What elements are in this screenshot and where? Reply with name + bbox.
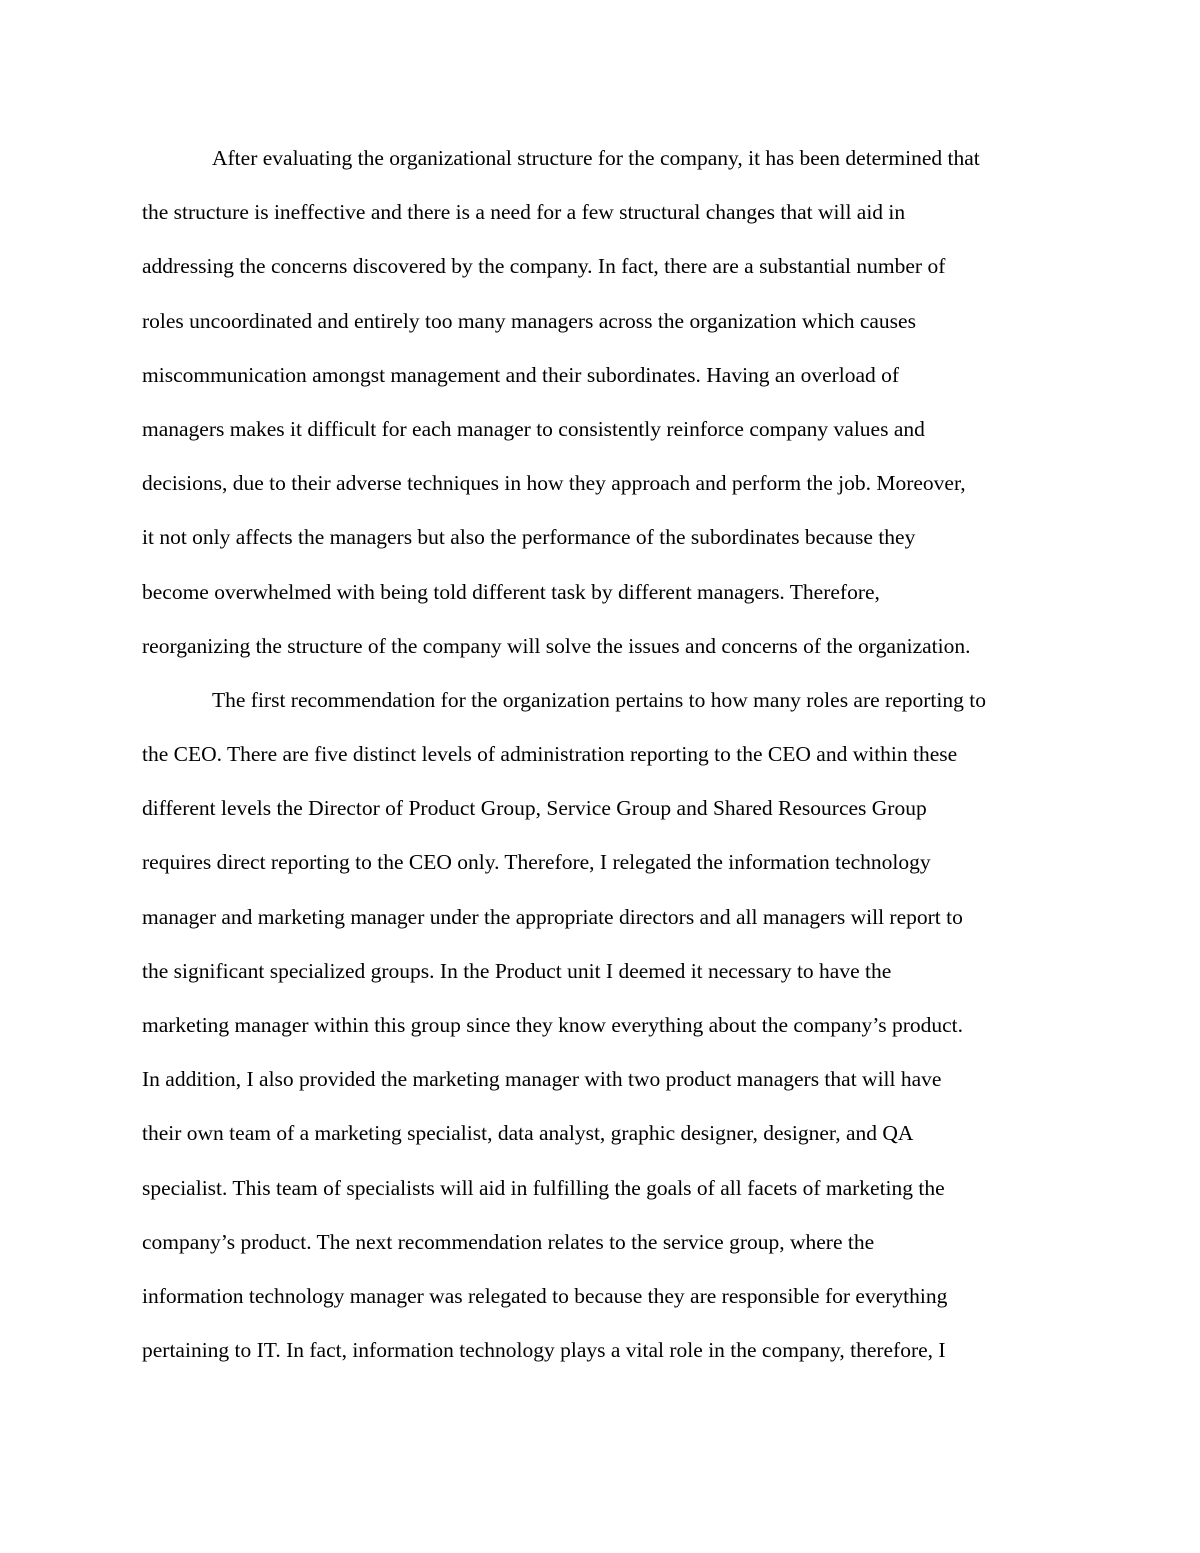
paragraph-line: roles uncoordinated and entirely too many managers across the organization which causes [142, 308, 916, 333]
paragraph-line: reorganizing the structure of the company will solve the issues and concerns of the organization. [142, 633, 971, 658]
paragraph-line: requires direct reporting to the CEO only. Therefore, I relegated the information technology [142, 850, 931, 875]
paragraph-line: different levels the Director of Product Group, Service Group and Shared Resources Group [142, 796, 927, 821]
paragraph-1 [142, 131, 1072, 673]
paragraph-line: company’s product. The next recommendation relates to the service group, where the [142, 1229, 875, 1254]
paragraph-line: pertaining to IT. In fact, information technology plays a vital role in the company, therefore, I [142, 1338, 946, 1363]
document-body [142, 131, 1072, 1377]
paragraph-2 [142, 673, 1072, 1377]
paragraph-line: the structure is ineffective and there is a need for a few structural changes that will aid in [142, 200, 906, 225]
paragraph-line: After evaluating the organizational structure for the company, it has been determined that [212, 146, 980, 170]
paragraph-line: specialist. This team of specialists will aid in fulfilling the goals of all facets of marketing the [142, 1175, 945, 1200]
paragraph-line: it not only affects the managers but also the performance of the subordinates because they [142, 525, 916, 550]
paragraph-line: their own team of a marketing specialist, data analyst, graphic designer, designer, and QA [142, 1121, 914, 1146]
paragraph-line: manager and marketing manager under the appropriate directors and all managers will report to [142, 904, 963, 929]
paragraph-line: The first recommendation for the organization pertains to how many roles are reporting to [212, 687, 986, 712]
paragraph-line: decisions, due to their adverse techniques in how they approach and perform the job. Moreover, [142, 471, 966, 496]
paragraph-line: the CEO. There are five distinct levels of administration reporting to the CEO and within these [142, 742, 958, 767]
paragraph-line: marketing manager within this group since they know everything about the company’s product. [142, 1013, 963, 1037]
paragraph-line: addressing the concerns discovered by the company. In fact, there are a substantial number of [142, 254, 946, 279]
paragraph-line: the significant specialized groups. In the Product unit I deemed it necessary to have the [142, 958, 892, 983]
paragraph-line: information technology manager was relegated to because they are responsible for everything [142, 1283, 948, 1308]
paragraph-line: managers makes it difficult for each manager to consistently reinforce company values and [142, 416, 925, 441]
paragraph-line: miscommunication amongst management and their subordinates. Having an overload of [142, 362, 900, 387]
paragraph-line: become overwhelmed with being told different task by different managers. Therefore, [142, 579, 880, 604]
paragraph-line: In addition, I also provided the marketing manager with two product managers that will have [142, 1067, 942, 1092]
